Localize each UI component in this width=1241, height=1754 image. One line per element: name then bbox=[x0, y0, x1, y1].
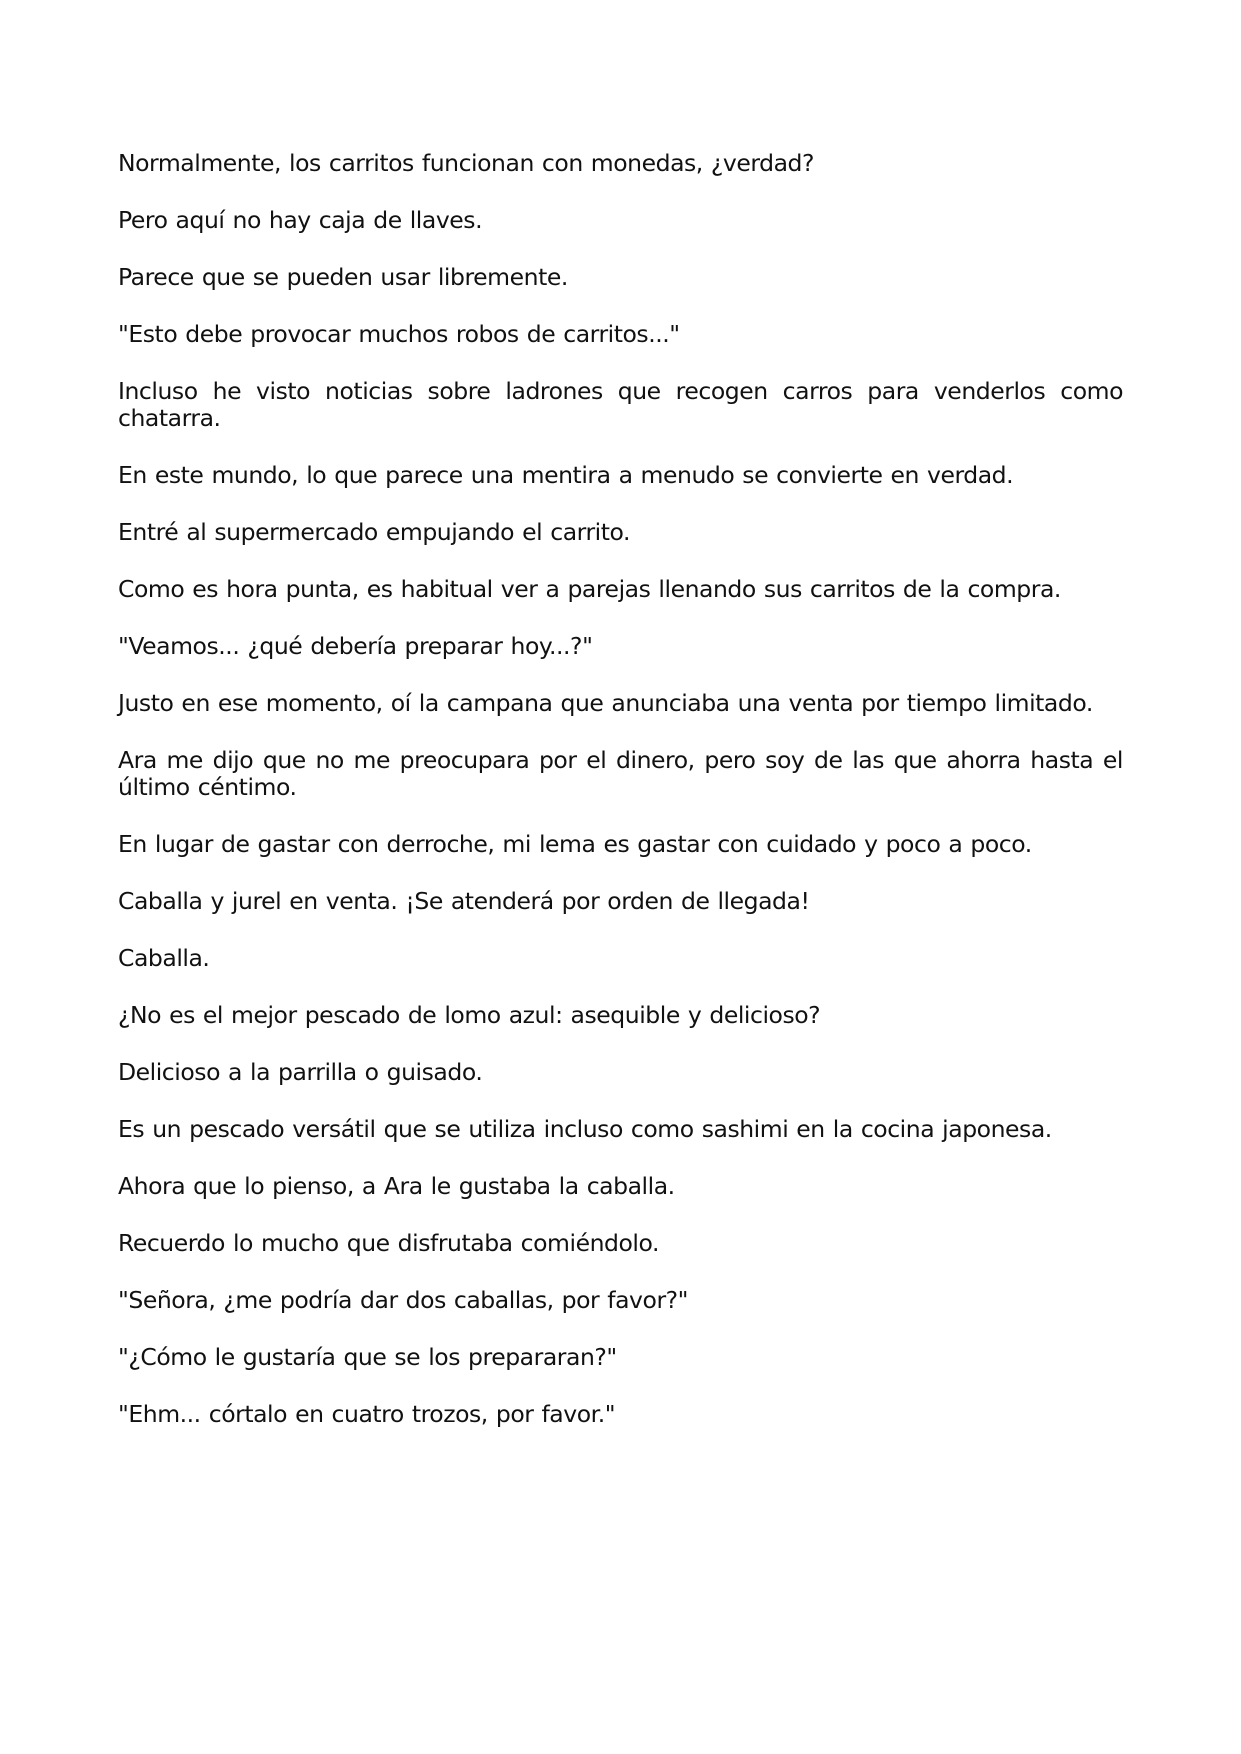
paragraph: "Ehm... córtalo en cuatro trozos, por favor." bbox=[118, 1400, 616, 1428]
paragraph: En este mundo, lo que parece una mentira a menudo se convierte en verdad. bbox=[118, 461, 1014, 489]
paragraph: Justo en ese momento, oí la campana que anunciaba una venta por tiempo limitado. bbox=[118, 689, 1093, 717]
paragraph: Caballa y jurel en venta. ¡Se atenderá por orden de llegada! bbox=[118, 887, 810, 915]
paragraph: "Señora, ¿me podría dar dos caballas, por favor?" bbox=[118, 1286, 689, 1314]
paragraph: Parece que se pueden usar libremente. bbox=[118, 263, 568, 291]
paragraph: Como es hora punta, es habitual ver a parejas llenando sus carritos de la compra. bbox=[118, 575, 1061, 603]
paragraph: Normalmente, los carritos funcionan con monedas, ¿verdad? bbox=[118, 149, 815, 177]
paragraph: Caballa. bbox=[118, 944, 210, 972]
paragraph: Ara me dijo que no me preocupara por el dinero, pero soy de las que ahorra hasta el último céntimo. bbox=[118, 746, 1123, 801]
paragraph: En lugar de gastar con derroche, mi lema es gastar con cuidado y poco a poco. bbox=[118, 830, 1032, 858]
paragraph: Entré al supermercado empujando el carrito. bbox=[118, 518, 631, 546]
paragraph: Delicioso a la parrilla o guisado. bbox=[118, 1058, 483, 1086]
paragraph: "¿Cómo le gustaría que se los prepararan?" bbox=[118, 1343, 617, 1371]
paragraph: "Esto debe provocar muchos robos de carritos..." bbox=[118, 320, 680, 348]
paragraph: Ahora que lo pienso, a Ara le gustaba la caballa. bbox=[118, 1172, 675, 1200]
paragraph: Incluso he visto noticias sobre ladrones que recogen carros para venderlos como chatarra. bbox=[118, 377, 1123, 432]
paragraph: Pero aquí no hay caja de llaves. bbox=[118, 206, 483, 234]
paragraph: ¿No es el mejor pescado de lomo azul: asequible y delicioso? bbox=[118, 1001, 821, 1029]
paragraph: "Veamos... ¿qué debería preparar hoy...?" bbox=[118, 632, 593, 660]
document-body bbox=[118, 150, 1123, 1458]
paragraph: Recuerdo lo mucho que disfrutaba comiéndolo. bbox=[118, 1229, 660, 1257]
paragraph: Es un pescado versátil que se utiliza incluso como sashimi en la cocina japonesa. bbox=[118, 1115, 1052, 1143]
